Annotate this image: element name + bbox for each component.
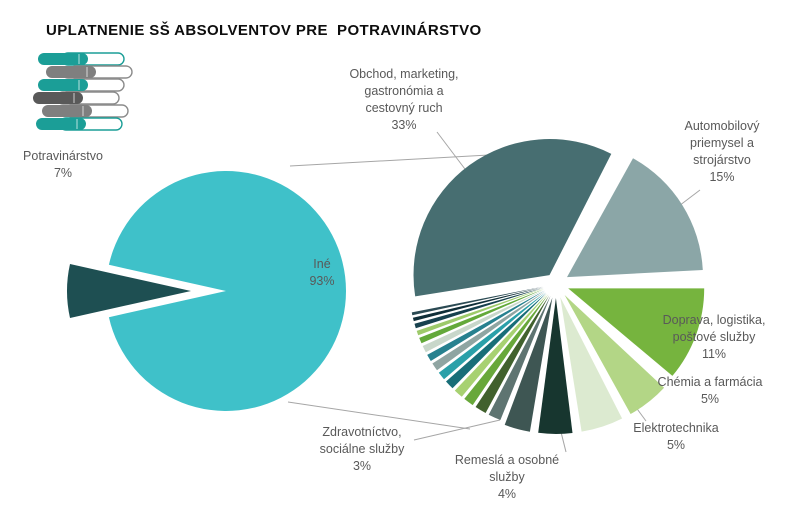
book-spine-groove — [78, 80, 80, 90]
primary-pie — [67, 171, 346, 411]
slice-label-line: 93% — [309, 274, 335, 288]
slice-label-line: poštové služby — [672, 330, 756, 344]
book-spine-icon — [33, 92, 83, 104]
slice-label-doprava — [663, 312, 766, 363]
slice-label-line: Zdravotníctvo, — [322, 425, 402, 439]
slice-label-line: cestovný ruch — [365, 101, 443, 115]
slice-label-line: 15% — [709, 170, 735, 184]
slice-label-line: služby — [489, 470, 525, 484]
book-spine-groove — [78, 54, 80, 64]
book-spine-icon — [38, 79, 88, 91]
slice-label-line: 4% — [497, 487, 517, 501]
slice-label-remesla — [455, 452, 559, 503]
book-spine-groove — [76, 119, 78, 129]
slice-label-line: Doprava, logistika, — [662, 313, 766, 327]
slice-label-obchod — [349, 66, 458, 134]
slice-label-line: 11% — [701, 347, 727, 361]
slice-label-line: 33% — [391, 118, 417, 132]
books-logo-icon — [33, 53, 132, 130]
book-spine-groove — [73, 93, 75, 103]
slice-label-line: Elektrotechnika — [633, 421, 719, 435]
slice-label-line: Remeslá a osobné — [454, 453, 560, 467]
slice-label-ine — [309, 256, 334, 290]
chart-title: UPLATNENIE SŠ ABSOLVENTOV PRE POTRAVINÁRSTVO — [46, 22, 482, 39]
slice-label-elektro — [633, 420, 718, 454]
slice-label-line: Chémia a farmácia — [657, 375, 763, 389]
slice-label-line: strojárstvo — [693, 153, 751, 167]
slice-label-potravinarstvo — [23, 148, 103, 182]
slice-label-auto — [684, 118, 759, 186]
slice-label-chemia — [658, 374, 763, 408]
book-spine-groove — [82, 106, 84, 116]
slice-label-line: 5% — [666, 438, 686, 452]
slice-label-line: priemysel a — [690, 136, 754, 150]
slice-label-zdravotnictvo — [320, 424, 405, 475]
book-spine-icon — [38, 53, 88, 65]
book-spine-groove — [86, 67, 88, 77]
book-spine-icon — [42, 105, 92, 117]
slice-label-line: Automobilový — [684, 119, 760, 133]
slice-label-line: sociálne služby — [319, 442, 405, 456]
slice-label-line: Potravinárstvo — [23, 149, 103, 163]
book-spine-icon — [36, 118, 86, 130]
book-spine-icon — [46, 66, 96, 78]
slice-label-line: 5% — [700, 392, 720, 406]
slice-label-line: 7% — [53, 166, 73, 180]
slice-label-line: Iné — [313, 257, 331, 271]
slice-label-line: 3% — [352, 459, 372, 473]
slice-label-line: gastronómia a — [364, 84, 444, 98]
slice-label-line: Obchod, marketing, — [349, 67, 459, 81]
